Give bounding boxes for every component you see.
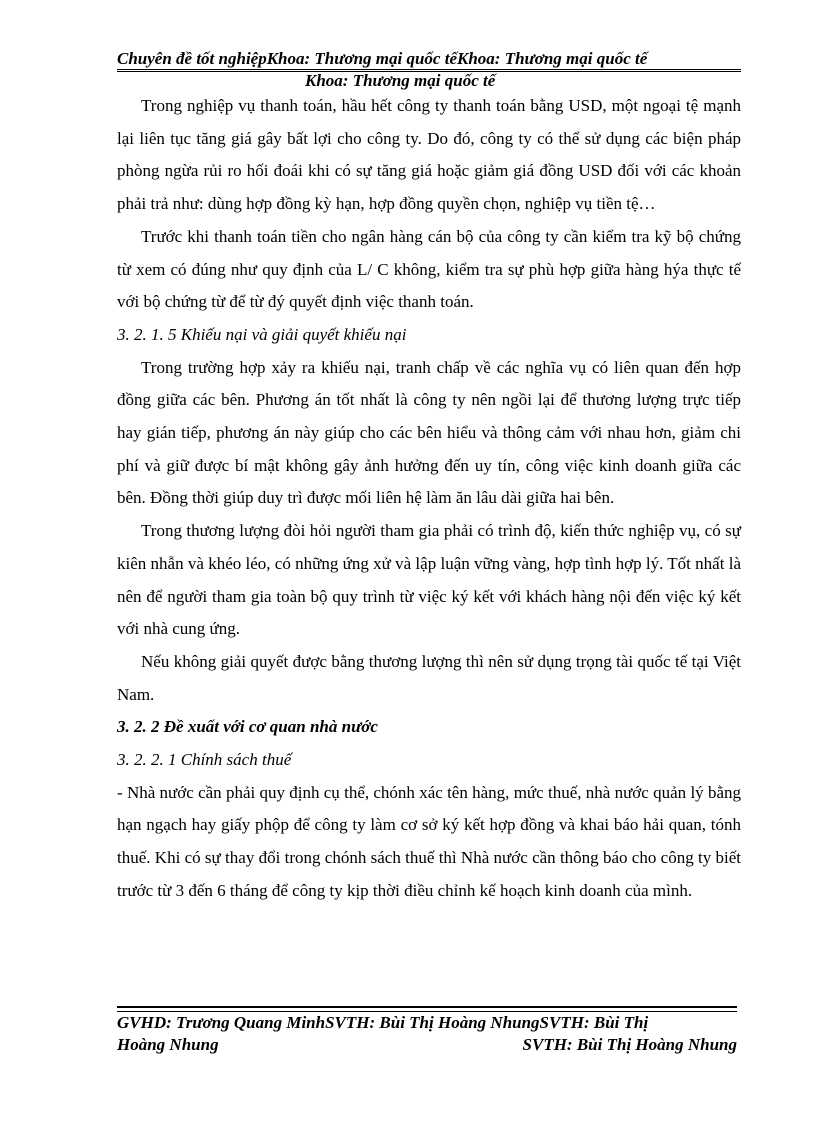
paragraph-arbitration: Nếu không giải quyết được bằng thương lượng thì nên sử dụng trọng tài quốc tế tại Việt Nam. [117, 651, 741, 704]
paragraph-negotiator-skills: Trong thương lượng đòi hỏi người tham gia phải có trình độ, kiến thức nghiệp vụ, có sự kiên nhẫn và khéo léo, có những ứng xử và lập luận vững vàng, hợp tình hợp lý. Tốt nhất là nên để người tham gia toàn bộ quy trình từ việc ký kết với khách hàng nội đến việc ký kết với nhà cung ứng. [117, 521, 741, 639]
paragraph-negotiation: Trong trường hợp xảy ra khiếu nại, tranh chấp về các nghĩa vụ có liên quan đến hợp đồng giữa các bên. Phương án tốt nhất là công ty nên ngồi lại để thương lượng trực tiếp hay gián tiếp, phương án này giúp cho các bên hiểu và thông cảm với nhau hơn, giảm chi phí và giữ được bí mật không gây ảnh hưởng đến uy tín, công việc kinh doanh giữa các bên. Đồng thời giúp duy trì được mối liên hệ làm ăn lâu dài giữa hai bên. [117, 357, 741, 508]
footer-line-2-right: SVTH: Bùi Thị Hoàng Nhung [522, 1035, 737, 1054]
page-body [117, 90, 741, 908]
header-line-2: Khoa: Thương mại quốc tế [305, 71, 496, 90]
section-heading-state-proposals: 3. 2. 2 Đề xuất với cơ quan nhà nước [117, 717, 378, 737]
section-heading-complaints: 3. 2. 1. 5 Khiếu nại và giải quyết khiếu nại [117, 324, 407, 344]
paragraph-tax-policy: - Nhà nước cần phải quy định cụ thể, chónh xác tên hàng, mức thuế, nhà nước quản lý bằng hạn ngạch hay giấy phộp để công ty làm cơ sở ký kết hợp đồng và khai báo hải quan, tónh thuế. Khi có sự thay đổi trong chónh sách thuế thì Nhà nước cần thông báo cho công ty biết trước từ 3 đến 6 tháng để công ty kịp thời điều chỉnh kế hoạch kinh doanh của mình. [117, 782, 741, 900]
header-rule [117, 69, 741, 72]
section-heading-tax-policy: 3. 2. 2. 1 Chính sách thuế [117, 750, 292, 770]
page-footer [117, 1012, 737, 1056]
footer-line-1: GVHD: Trương Quang MinhSVTH: Bùi Thị Hoàng NhungSVTH: Bùi Thị [117, 1013, 649, 1032]
header-line-1: Chuyên đề tốt nghiệpKhoa: Thương mại quốc tếKhoa: Thương mại quốc tế [117, 49, 648, 68]
paragraph-document-check: Trước khi thanh toán tiền cho ngân hàng cán bộ của công ty cần kiểm tra kỹ bộ chứng từ xem có đúng như quy định của L/ C không, kiểm tra sự phù hợp giữa hàng hýa thực tế với bộ chứng từ để từ đý quyết định việc thanh toán. [117, 226, 741, 312]
footer-line-2-left: Hoàng Nhung [117, 1035, 219, 1054]
paragraph-payment-currency: Trong nghiệp vụ thanh toán, hầu hết công ty thanh toán bằng USD, một ngoại tệ mạnh lại liên tục tăng giá gây bất lợi cho công ty. Do đó, công ty có thể sử dụng các biện pháp phòng ngừa rủi ro hối đoái khi có sự tăng giá hoặc giảm giá đồng USD đối với các khoản phải trả như: dùng hợp đồng kỳ hạn, hợp đồng quyền chọn, nghiệp vụ tiền tệ… [117, 96, 741, 214]
